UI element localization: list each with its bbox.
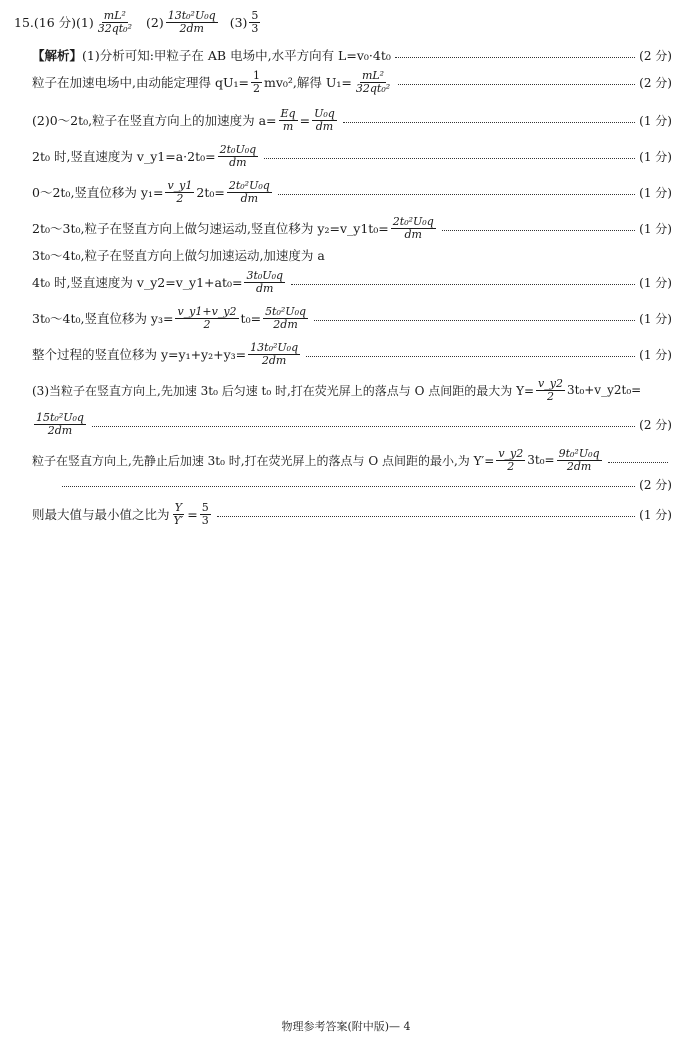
answer-3-fraction: $\frac{5}{3}$	[251, 9, 259, 35]
fraction: $\frac{\text{15t₀²U₀q}}{2dm}$	[36, 411, 84, 437]
fraction: $\frac{v\_y2}{2}$	[498, 447, 524, 473]
answer-2-fraction: $\frac{\text{13t₀²U₀q}}{2dm}$	[167, 9, 216, 35]
fraction: $\frac{\text{2t₀U₀q}}{dm}$	[219, 143, 257, 169]
fraction: $\frac{v\_y2}{2}$	[538, 377, 563, 403]
solution-line-4	[32, 144, 672, 168]
solution-line-3	[32, 108, 672, 132]
line-text: =	[187, 506, 198, 522]
score-label: (2 分)	[639, 417, 672, 432]
line-text: 粒子在竖直方向上,先静止后加速 3t₀ 时,打在荧光屏上的落点与 O 点间距的最小,为 Y′=	[32, 453, 495, 468]
line-text: =	[299, 112, 311, 128]
solution-line-2	[32, 70, 672, 94]
fraction: $\frac{\text{5t₀²U₀q}}{2dm}$	[265, 305, 307, 331]
score-label: (2 分)	[639, 48, 672, 63]
line-text: 2t₀～3t₀,粒子在竖直方向上做匀速运动,竖直位移为 y₂=v_y1t₀=	[32, 221, 389, 237]
leader-dots	[291, 284, 635, 285]
fraction: $\frac{v\_y1}{2}$	[167, 179, 193, 205]
score-label: (1 分)	[639, 149, 672, 164]
line-text: 3t₀+v_y2t₀=	[566, 383, 642, 398]
leader-dots	[92, 426, 635, 427]
fraction: $\frac{Eq}{m}$	[280, 107, 296, 133]
fraction: $\frac{\text{9t₀²U₀q}}{2dm}$	[558, 447, 600, 473]
solution-line-10	[32, 342, 672, 366]
fraction: $\frac{\text{13t₀²U₀q}}{2dm}$	[250, 341, 299, 367]
line-text: mv₀²,解得 U₁=	[263, 75, 352, 91]
fraction: $\frac{\text{2t₀²U₀q}}{dm}$	[392, 215, 434, 241]
line-text: (1)分析可知:甲粒子在 AB 电场中,水平方向有 L=v₀·4t₀	[82, 48, 391, 63]
score-label: (1 分)	[639, 185, 672, 200]
leader-dots	[306, 356, 635, 357]
leader-dots	[278, 194, 635, 195]
line-text: 整个过程的竖直位移为 y=y₁+y₂+y₃=	[32, 347, 247, 363]
fraction: $\frac{Y}{Y'}$	[173, 501, 184, 527]
score-label: (1 分)	[639, 275, 672, 290]
line-text: 3t₀=	[527, 453, 555, 468]
line-text: 粒子在加速电场中,由动能定理得 qU₁=	[32, 75, 249, 91]
analysis-tag: 【解析】	[32, 48, 83, 63]
score-label: (1 分)	[639, 507, 672, 522]
score-label: (2 分)	[639, 75, 672, 90]
fraction: $\frac{5}{3}$	[201, 501, 209, 527]
fraction: $\frac{\text{2t₀²U₀q}}{dm}$	[228, 179, 270, 205]
solution-line-7	[32, 246, 672, 264]
answer-1-fraction: $\frac{\text{mL²}}{\text{32qt₀²}}$	[97, 9, 132, 35]
solution-line-11	[32, 378, 672, 402]
score-label: (1 分)	[639, 347, 672, 362]
line-text: 3t₀～4t₀,竖直位移为 y₃=	[32, 311, 174, 327]
solution-line-14	[32, 476, 672, 493]
leader-dots	[264, 158, 635, 159]
line-text: (2)0～2t₀,粒子在竖直方向上的加速度为 a=	[32, 113, 277, 129]
solution-line-15	[32, 502, 672, 526]
line-text: 3t₀～4t₀,粒子在竖直方向上做匀加速运动,加速度为 a	[32, 248, 325, 263]
leader-dots	[442, 230, 635, 231]
line-text: t₀=	[240, 310, 262, 326]
fraction: $\frac{\text{3t₀U₀q}}{dm}$	[246, 269, 284, 295]
solution-line-13	[32, 448, 672, 472]
solution-line-5	[32, 180, 672, 204]
part-2-label: (2)	[146, 14, 164, 30]
score-label: (1 分)	[639, 311, 672, 326]
solution-line-1	[32, 46, 672, 64]
line-text: 0～2t₀,竖直位移为 y₁=	[32, 185, 164, 201]
line-text: 2t₀ 时,竖直速度为 v_y1=a·2t₀=	[32, 149, 216, 165]
fraction: $\frac{\text{U₀q}}{dm}$	[314, 107, 335, 133]
solution-line-12	[32, 412, 672, 436]
leader-dots	[62, 486, 635, 487]
leader-dots	[343, 122, 635, 123]
leader-dots	[608, 462, 668, 463]
fraction: $\frac{\text{mL²}}{\text{32qt₀²}}$	[355, 69, 391, 95]
part-3-label: (3)	[229, 14, 248, 30]
line-text: 则最大值与最小值之比为	[32, 507, 170, 523]
score-label: (2 分)	[639, 478, 672, 492]
question-15-answers	[14, 10, 654, 34]
solution-line-6	[32, 216, 672, 240]
fraction: $\frac{v\_y1+v\_y2}{2}$	[177, 305, 237, 331]
score-label: (1 分)	[639, 221, 672, 236]
score-label: (1 分)	[639, 113, 672, 128]
line-text: (3)当粒子在竖直方向上,先加速 3t₀ 后匀速 t₀ 时,打在荧光屏上的落点与 O 点间距的最大为 Y=	[32, 383, 535, 398]
line-text: 4t₀ 时,竖直速度为 v_y2=v_y1+at₀=	[32, 275, 243, 291]
leader-dots	[217, 516, 635, 517]
question-number: 15.(16 分)(1)	[14, 15, 94, 31]
line-text: 2t₀=	[196, 184, 225, 200]
solution-line-9	[32, 306, 672, 330]
page-footer: 物理参考答案(附中版)— 4	[281, 1020, 411, 1033]
leader-dots	[395, 57, 635, 58]
solution-line-8	[32, 270, 672, 294]
fraction: $\frac{1}{2}$	[252, 69, 260, 95]
leader-dots	[314, 320, 635, 321]
leader-dots	[398, 84, 635, 85]
